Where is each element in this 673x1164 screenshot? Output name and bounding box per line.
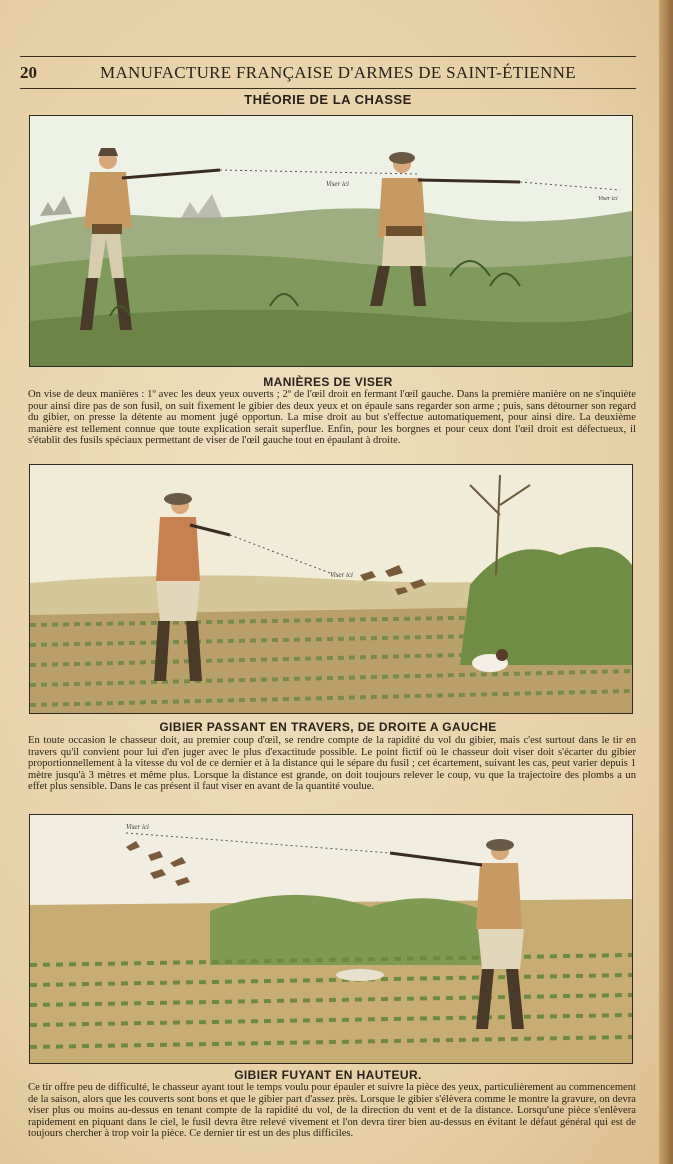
plate-text: Ce tir offre peu de difficulté, le chasseur ayant tout le temps voulu pour épauler et suivre la pièce des yeux, particulièrement au commencement de la saison, alors que les couverts sont bons et que le gibier part d'assez près. Lorsque le gibier s'élèvera comme le montre la gravure, on devra viser plus ou moins au-dessus en tenant compte de la rapidité du vol, de la direction du vent et de la distance. Lorsqu'une pièce s'enlèvera rapidement en piquant dans le ciel, le fusil devra être relevé vivement et l'on devra tirer bien au-dessus en évitant le défaut général qui est de toujours chercher à trop voir la pièce. Ce dernier tir est un des plus difficiles. bbox=[28, 1082, 636, 1140]
aim-label: Viser ici bbox=[330, 571, 354, 579]
illustration-two-hunters-aiming bbox=[29, 115, 633, 367]
page-header bbox=[20, 60, 636, 86]
plate-text: On vise de deux manières : 1º avec les deux yeux ouverts ; 2º de l'œil droit en fermant l'œil gauche. Dans la première manière on ne s'inquiète pour ainsi dire pas de son fusil, on suit fixement le gibier des deux yeux et on épaule sans regarder son arme ; puis, sans détourner son regard du gibier, on presse la détente au moment jugé opportun. La mise droit au but s'effectue automatiquement, pour ainsi dire. La deuxième manière est tellement connue que toute explication serait superflue. Enfin, pour les borgnes et pour ceux dont l'œil droit est défectueux, il s'établit des fusils spéciaux permettant de viser de l'œil gauche tout en épaulant à droite. bbox=[28, 389, 636, 447]
section-title: THÉORIE DE LA CHASSE bbox=[244, 92, 412, 107]
plate-text: En toute occasion le chasseur doit, au premier coup d'œil, se rendre compte de la rapidité du vol du gibier, mais c'est surtout dans le tir en travers qu'il convient pour lui d'en juger avec le plus d'exactitude possible. Le point fictif où le chasseur doit viser doit s'écarter du gibier proportionnellement à la vitesse du vol de ce dernier et à la distance qui le sépare du fusil ; cet écartement, suivant les cas, peut varier depuis 1 mètre jusqu'à 3 mètres et même plus. Lorsque la distance est grande, on doit toujours relever le coup, vu que la trajectoire des plombs a un effet plus sensible. Dans le cas présent il faut viser en avant de la quantité voulue. bbox=[28, 735, 636, 793]
top-rule bbox=[20, 56, 636, 57]
page-edge bbox=[659, 0, 673, 1164]
aim-label: Viser ici bbox=[326, 180, 350, 188]
header-rule bbox=[20, 88, 636, 89]
plate-caption: MANIÈRES DE VISER bbox=[263, 375, 393, 389]
plate-caption: GIBIER FUYANT EN HAUTEUR. bbox=[234, 1068, 422, 1082]
illustration-rising-shot bbox=[29, 814, 633, 1064]
page-number: 20 bbox=[20, 63, 37, 82]
illustration-crossing-shot bbox=[29, 464, 633, 714]
aim-label: Viser ici bbox=[598, 196, 618, 202]
aim-label: Viser ici bbox=[126, 823, 150, 831]
plate-caption: GIBIER PASSANT EN TRAVERS, DE DROITE A GAUCHE bbox=[159, 720, 497, 734]
running-title: MANUFACTURE FRANÇAISE D'ARMES DE SAINT-ÉTIENNE bbox=[100, 63, 576, 82]
